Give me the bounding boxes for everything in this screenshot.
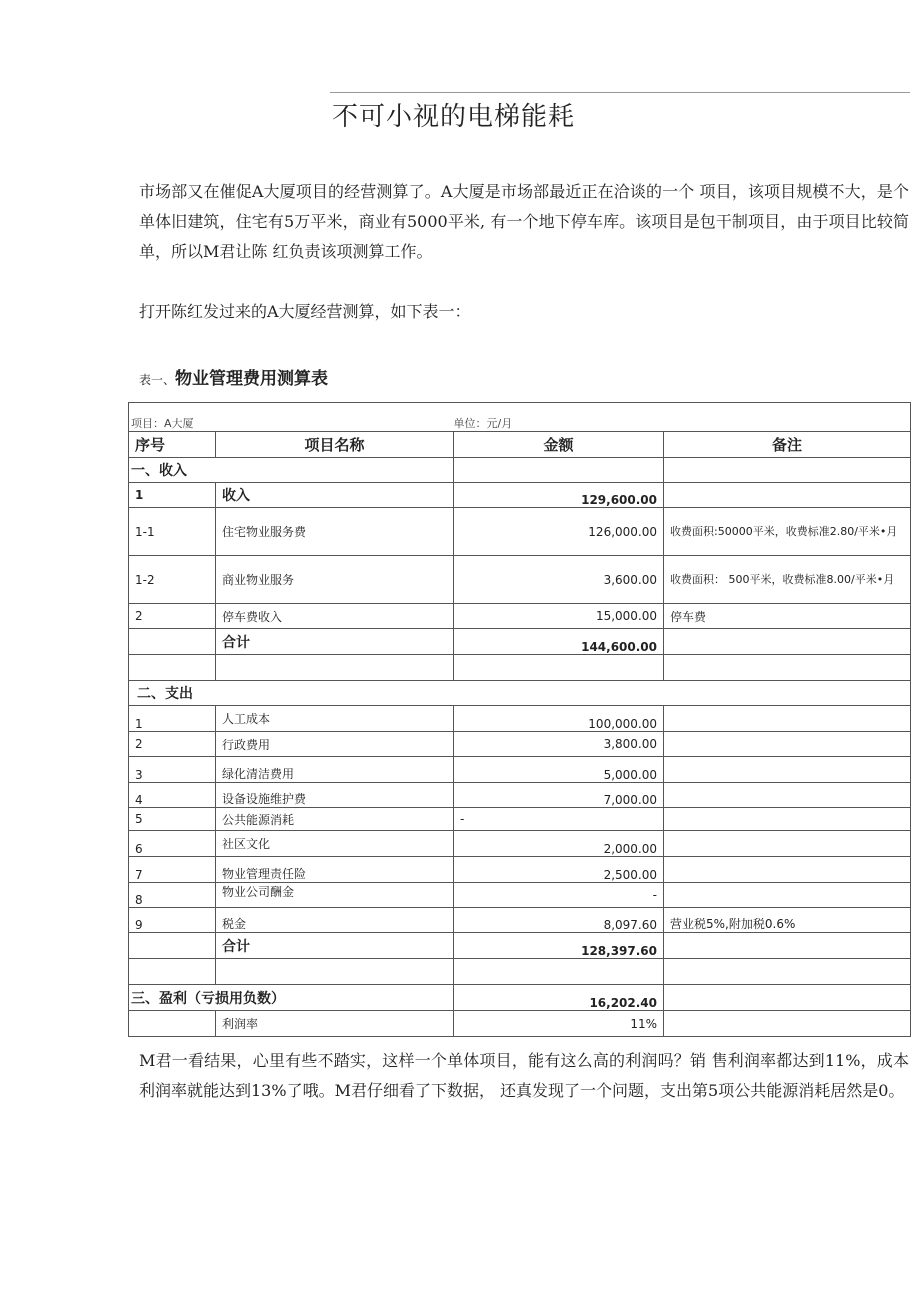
row-amount: -	[454, 808, 664, 831]
conclusion-paragraph: M君一看结果，心里有些不踏实，这样一个单体项目，能有这么高的利润吗？销 售利润率都达到11%，成本利润率就能达到13%了哦。M君仔细看了下数据， 还真发现了一个问题，支出第5项公共能源消耗居然是0。	[139, 1051, 909, 1100]
row-no: 5	[129, 808, 216, 831]
expense-total-amount: 128,397.60	[454, 933, 664, 959]
empty-cell	[129, 959, 216, 985]
intro-paragraph: 市场部又在催促A大厦项目的经营测算了。A大厦是市场部最近正在洽谈的一个 项目，该项目规模不大，是个单体旧建筑，住宅有5万平米，商业有5000平米, 有一个地下停车库。该项目是包干制项目，由于项目比较简单，所以M君让陈 红负责该项测算工作。	[139, 182, 909, 261]
margin-label: 利润率	[216, 1011, 454, 1037]
row-no: 1-1	[129, 508, 216, 556]
row-amount: 3,600.00	[454, 556, 664, 604]
empty-cell	[664, 959, 911, 985]
row-note	[664, 808, 911, 831]
row-note	[664, 732, 911, 757]
row-amount: 2,500.00	[454, 857, 664, 883]
empty-cell	[664, 985, 911, 1011]
title-rule	[330, 92, 910, 93]
table-row	[129, 757, 911, 783]
empty-cell	[454, 458, 664, 483]
row-note: 停车费	[664, 604, 911, 629]
row-no: 1	[129, 483, 216, 508]
row-amount: 8,097.60	[454, 908, 664, 933]
header-name: 项目名称	[216, 432, 454, 458]
row-name: 停车费收入	[216, 604, 454, 629]
table-row	[129, 556, 911, 604]
row-no: 2	[129, 732, 216, 757]
income-section-label: 一、收入	[129, 458, 454, 483]
empty-cell	[664, 629, 911, 655]
page-title: 不可小视的电梯能耗	[332, 102, 576, 132]
header-no: 序号	[129, 432, 216, 458]
table-row	[129, 883, 911, 908]
income-section-row	[129, 458, 911, 483]
caption-prefix: 表一、	[139, 373, 176, 387]
row-note	[664, 831, 911, 857]
table-row	[129, 483, 911, 508]
project-label: 项目：A大厦	[129, 403, 664, 432]
row-note	[664, 783, 911, 808]
row-name: 税金	[216, 908, 454, 933]
row-no: 6	[129, 831, 216, 857]
row-no: 4	[129, 783, 216, 808]
unit-text: 单位：元/月	[453, 417, 513, 430]
table-row	[129, 783, 911, 808]
row-no: 1	[129, 706, 216, 732]
row-name: 绿化清洁费用	[216, 757, 454, 783]
row-note	[664, 483, 911, 508]
empty-cell	[454, 655, 664, 681]
row-note	[664, 706, 911, 732]
margin-row	[129, 1011, 911, 1037]
row-note: 营业税5%,附加税0.6%	[664, 908, 911, 933]
row-name: 商业物业服务	[216, 556, 454, 604]
profit-label: 三、盈利（亏损用负数）	[129, 985, 454, 1011]
row-amount: 3,800.00	[454, 732, 664, 757]
empty-cell	[129, 933, 216, 959]
blank-row	[129, 959, 911, 985]
header-amount: 金额	[454, 432, 664, 458]
table-caption	[139, 364, 328, 389]
profit-row	[129, 985, 911, 1011]
row-amount: 126,000.00	[454, 508, 664, 556]
empty-cell	[129, 1011, 216, 1037]
empty-cell	[664, 933, 911, 959]
row-note	[664, 757, 911, 783]
table-row	[129, 908, 911, 933]
row-name: 行政费用	[216, 732, 454, 757]
table-row	[129, 831, 911, 857]
blank-row	[129, 655, 911, 681]
empty-cell	[454, 959, 664, 985]
expense-section-row	[129, 681, 911, 706]
row-amount: 129,600.00	[454, 483, 664, 508]
row-note	[664, 857, 911, 883]
table-row	[129, 706, 911, 732]
empty-cell	[216, 655, 454, 681]
empty-cell	[216, 959, 454, 985]
row-name: 人工成本	[216, 706, 454, 732]
table-row	[129, 508, 911, 556]
row-no: 2	[129, 604, 216, 629]
empty-cell	[664, 655, 911, 681]
row-name: 设备设施维护费	[216, 783, 454, 808]
row-name: 住宅物业服务费	[216, 508, 454, 556]
row-no: 3	[129, 757, 216, 783]
row-note: 收费面积:50000平米，收费标准2.80/平米•月	[664, 508, 911, 556]
empty-cell	[664, 1011, 911, 1037]
empty-cell	[129, 655, 216, 681]
cost-table	[128, 402, 911, 1037]
row-name: 社区文化	[216, 831, 454, 857]
expense-total-label: 合计	[216, 933, 454, 959]
caption-title: 物业管理费用测算表	[175, 369, 329, 389]
header-note: 备注	[664, 432, 911, 458]
row-name: 公共能源消耗	[216, 808, 454, 831]
table-row	[129, 604, 911, 629]
income-total-label: 合计	[216, 629, 454, 655]
row-no: 7	[129, 857, 216, 883]
table-row	[129, 857, 911, 883]
row-no: 9	[129, 908, 216, 933]
income-total-row	[129, 629, 911, 655]
row-name: 物业管理责任险	[216, 857, 454, 883]
profit-amount: 16,202.40	[454, 985, 664, 1011]
expense-total-row	[129, 933, 911, 959]
row-amount: 100,000.00	[454, 706, 664, 732]
table-row	[129, 732, 911, 757]
unit-label	[453, 403, 911, 432]
expense-section-label: 二、支出	[129, 681, 911, 706]
table-intro-paragraph: 打开陈红发过来的A大厦经营测算，如下表一：	[139, 302, 471, 321]
row-amount: 7,000.00	[454, 783, 664, 808]
row-name: 物业公司酬金	[216, 883, 454, 908]
income-total-amount: 144,600.00	[454, 629, 664, 655]
empty-cell	[129, 629, 216, 655]
row-no: 8	[129, 883, 216, 908]
row-name: 收入	[216, 483, 454, 508]
table-meta-row	[129, 403, 911, 432]
row-amount: 15,000.00	[454, 604, 664, 629]
row-amount: 2,000.00	[454, 831, 664, 857]
row-note	[664, 883, 911, 908]
row-amount: -	[454, 883, 664, 908]
row-no: 1-2	[129, 556, 216, 604]
margin-value: 11%	[454, 1011, 664, 1037]
row-amount: 5,000.00	[454, 757, 664, 783]
row-note: 收费面积： 500平米，收费标准8.00/平米•月	[664, 556, 911, 604]
table-header-row	[129, 432, 911, 458]
table-row	[129, 808, 911, 831]
empty-cell	[664, 458, 911, 483]
